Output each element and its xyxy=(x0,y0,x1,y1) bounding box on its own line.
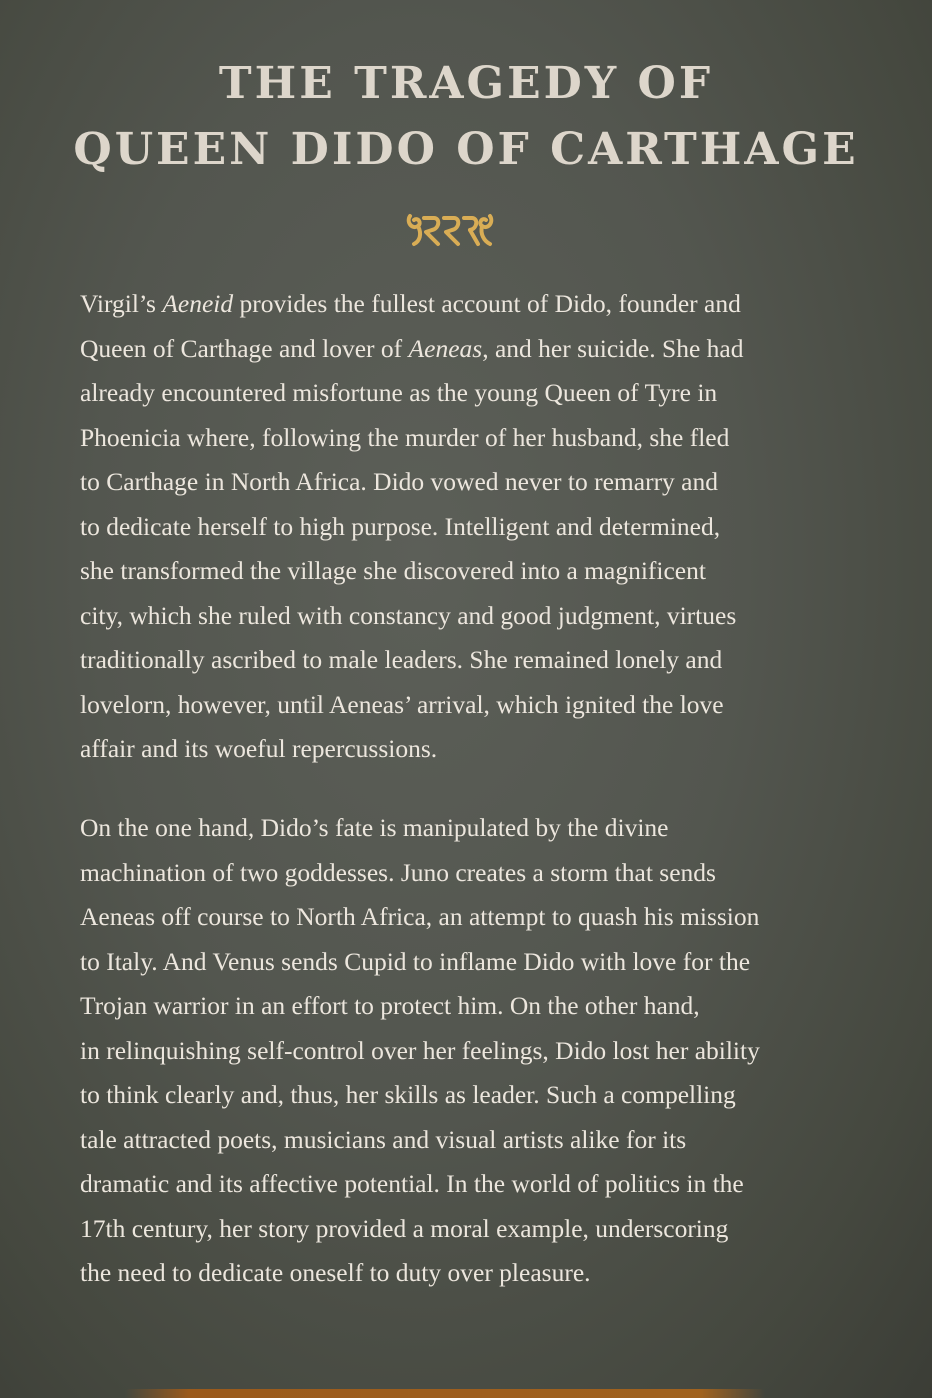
paragraph-1 xyxy=(80,282,816,772)
paragraph-2-line: in relinquishing self-control over her feelings, Dido lost her ability xyxy=(80,1035,760,1065)
paragraph-2-line: 17th century, her story provided a moral example, underscoring xyxy=(80,1213,729,1243)
paragraph-1-line: already encountered misfortune as the young Queen of Tyre in xyxy=(80,378,718,407)
paragraph-2-line: dramatic and its affective potential. In the world of politics in the xyxy=(80,1169,744,1198)
italic-title-aeneid: Aeneid xyxy=(162,289,234,318)
title-line-2: QUEEN DIDO OF CARTHAGE xyxy=(73,124,859,175)
paragraph-1-line: city, which she ruled with constancy and good judgment, virtues xyxy=(80,600,737,630)
paragraph-2-line: the need to dedicate oneself to duty over pleasure. xyxy=(80,1258,591,1287)
paragraph-1-line: Phoenicia where, following the murder of her husband, she fled xyxy=(80,422,730,452)
title-line-1: THE TRAGEDY OF xyxy=(218,58,714,109)
paragraph-1-line: affair and its woeful repercussions. xyxy=(80,734,438,763)
paragraph-2-line: On the one hand, Dido’s fate is manipulated by the divine xyxy=(80,813,669,842)
paragraph-2-line: machination of two goddesses. Juno creates a storm that sends xyxy=(80,857,716,887)
paragraph-2-line: tale attracted poets, musicians and visual artists alike for its xyxy=(80,1124,687,1154)
bottom-accent-bar xyxy=(125,1389,765,1398)
paragraph-2-line: to Italy. And Venus sends Cupid to inflame Dido with love for the xyxy=(80,946,751,976)
paragraph-1-line: traditionally ascribed to male leaders. She remained lonely and xyxy=(80,645,723,674)
gold-scroll-ornament-icon xyxy=(404,208,496,250)
paragraph-2-line: Aeneas off course to North Africa, an attempt to quash his mission xyxy=(80,902,760,931)
paragraph-2-line: to think clearly and, thus, her skills as leader. Such a compelling xyxy=(80,1080,736,1109)
paragraph-1-line: to dedicate herself to high purpose. Intelligent and determined, xyxy=(80,511,721,541)
paragraph-1-line: lovelorn, however, until Aeneas’ arrival, which ignited the love xyxy=(80,689,724,719)
paragraph-1-line: she transformed the village she discovered into a magnificent xyxy=(80,556,706,585)
paragraph-2 xyxy=(80,806,816,1296)
paragraph-2-line: Trojan warrior in an effort to protect him. On the other hand, xyxy=(80,991,700,1020)
paragraph-1-line: Virgil’s Aeneid provides the fullest account of Dido, founder and xyxy=(80,289,741,318)
italic-name-aeneas: Aeneas xyxy=(408,333,483,363)
paragraph-1-line: to Carthage in North Africa. Dido vowed never to remarry and xyxy=(80,467,718,496)
paragraph-1-line: Queen of Carthage and lover of Aeneas, and her suicide. She had xyxy=(80,333,744,363)
